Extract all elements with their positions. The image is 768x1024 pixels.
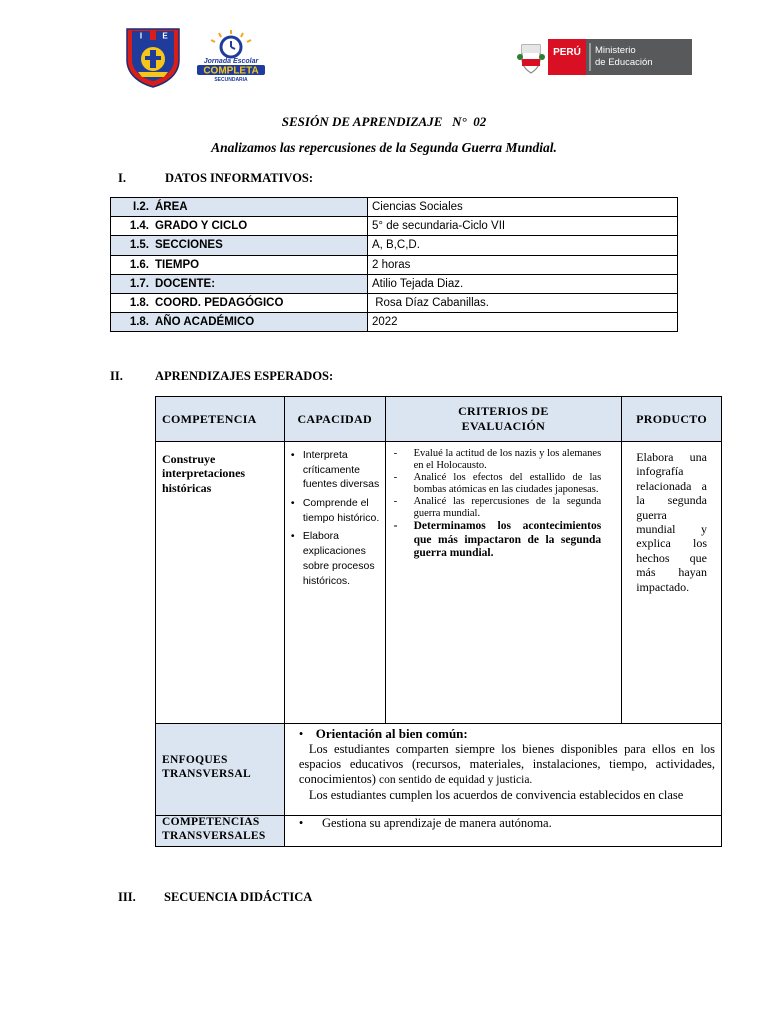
- enfoque-title: Orientación al bien común:: [315, 726, 468, 741]
- list-item: - Analicé los efectos del estallido de las bombas atómicas en las ciudades japonesas.: [392, 472, 602, 496]
- enfoques-label: ENFOQUES TRANSVERSAL: [156, 724, 285, 816]
- table-row: [111, 255, 678, 274]
- row-number: 1.4.: [129, 220, 149, 233]
- row-label: TIEMPO: [155, 258, 200, 271]
- list-item: • Comprende el tiempo histórico.: [291, 496, 381, 525]
- bullet-icon: •: [298, 816, 322, 830]
- jec-line1: Jornada Escolar: [203, 58, 259, 65]
- list-item: • Elabora explicaciones sobre procesos históricos.: [291, 529, 381, 588]
- enfoque-text-1-small: con sentido de equidad y justicia.: [379, 774, 533, 786]
- table-row: [111, 274, 678, 293]
- row-label: ÁREA: [155, 201, 188, 214]
- row-number: 1.7.: [129, 277, 149, 290]
- table-row: [156, 816, 722, 847]
- bullet-icon: •: [298, 727, 316, 741]
- table-header-row: [156, 397, 722, 442]
- row-value: 2 horas: [368, 255, 678, 274]
- row-label: GRADO Y CICLO: [155, 220, 248, 233]
- minedu-line1: Ministerio: [595, 45, 636, 56]
- producto-cell: Elabora una infografía relacionada a la segunda guerra mundial y explica los hechos que más hayan impactado.: [622, 442, 722, 724]
- crest-letter-i: I: [139, 31, 143, 41]
- section-number: II.: [110, 369, 123, 383]
- competencias-transversales-label: COMPETENCIAS TRANSVERSALES: [156, 816, 285, 847]
- jornada-escolar-completa-logo: [193, 28, 269, 82]
- row-label: SECCIONES: [155, 239, 223, 252]
- criterios-cell: [385, 442, 622, 724]
- peru-coat-of-arms-icon: [517, 45, 545, 73]
- row-number: 1.6.: [129, 258, 149, 271]
- table-row: [111, 313, 678, 332]
- section-2-heading: [110, 369, 510, 385]
- enfoque-text-2: Los estudiantes cumplen los acuerdos de convivencia establecidos en clase: [308, 787, 684, 802]
- table-row: [111, 217, 678, 236]
- section-1-heading: [118, 171, 518, 187]
- school-crest-logo: [124, 26, 182, 88]
- datos-informativos-table: [110, 197, 678, 332]
- section-title: DATOS INFORMATIVOS:: [165, 171, 314, 185]
- table-row: [111, 198, 678, 217]
- row-value: 5° de secundaria-Ciclo VII: [368, 217, 678, 236]
- minedu-line2: de Educación: [595, 57, 653, 68]
- enfoque-text-1: Los estudiantes comparten siempre los bienes disponibles para ellos en los espacios educativos (recursos, materiales, instalaciones, tiempo, actividades, conocimientos): [298, 742, 715, 786]
- list-item: - Analicé las repercusiones de la segunda guerra mundial.: [392, 496, 602, 520]
- list-item: • Interpreta críticamente fuentes diversas: [291, 448, 381, 492]
- aprendizajes-table: [155, 396, 722, 847]
- header-criterios-text: CRITERIOS DE EVALUACIÓN: [458, 404, 549, 433]
- crest-letter-e: E: [162, 31, 168, 41]
- table-row: [156, 724, 722, 816]
- table-row: [111, 293, 678, 312]
- ministerio-educacion-logo: [516, 39, 692, 75]
- row-label: COORD. PEDAGÓGICO: [155, 297, 284, 310]
- header-producto: PRODUCTO: [622, 397, 722, 442]
- enfoques-cell: [284, 724, 721, 816]
- header-criterios: [385, 397, 622, 442]
- row-label: DOCENTE:: [155, 277, 216, 290]
- row-value: Rosa Díaz Cabanillas.: [368, 293, 678, 312]
- section-number: III.: [118, 890, 136, 904]
- row-value: 2022: [368, 313, 678, 332]
- list-item: - Determinamos los acontecimientos que más impactaron de la segunda guerra mundial.: [392, 520, 602, 560]
- row-number: I.2.: [133, 201, 149, 214]
- table-row: [156, 442, 722, 724]
- row-value: Ciencias Sociales: [368, 198, 678, 217]
- section-title: SECUENCIA DIDÁCTICA: [164, 890, 313, 904]
- row-value: A, B,C,D.: [368, 236, 678, 255]
- section-3-heading: [118, 890, 518, 906]
- row-number: 1.8.: [129, 297, 149, 310]
- session-title: SESIÓN DE APRENDIZAJE N° 02: [281, 114, 487, 129]
- capacidad-cell: [284, 442, 385, 724]
- section-number: I.: [118, 171, 126, 185]
- session-subtitle: Analizamos las repercusiones de la Segunda Guerra Mundial.: [211, 140, 557, 155]
- comp-trans-text: Gestiona su aprendizaje de manera autónoma.: [321, 816, 552, 830]
- row-number: 1.8.: [129, 316, 149, 329]
- list-item: - Evalué la actitud de los nazis y los alemanes en el Holocausto.: [392, 448, 602, 472]
- competencia-cell: Construye interpretaciones históricas: [156, 442, 285, 724]
- header-competencia: COMPETENCIA: [156, 397, 285, 442]
- row-value: Atilio Tejada Diaz.: [368, 274, 678, 293]
- row-number: 1.5.: [129, 239, 149, 252]
- section-title: APRENDIZAJES ESPERADOS:: [155, 369, 334, 383]
- capacidad-list: [291, 448, 381, 588]
- peru-label: PERÚ: [553, 47, 581, 58]
- row-label: AÑO ACADÉMICO: [155, 316, 255, 329]
- table-row: [111, 236, 678, 255]
- jec-line3: SECUNDARIA: [214, 77, 248, 82]
- header-capacidad: CAPACIDAD: [284, 397, 385, 442]
- jec-line2: COMPLETA: [203, 65, 259, 77]
- competencias-transversales-cell: [284, 816, 721, 847]
